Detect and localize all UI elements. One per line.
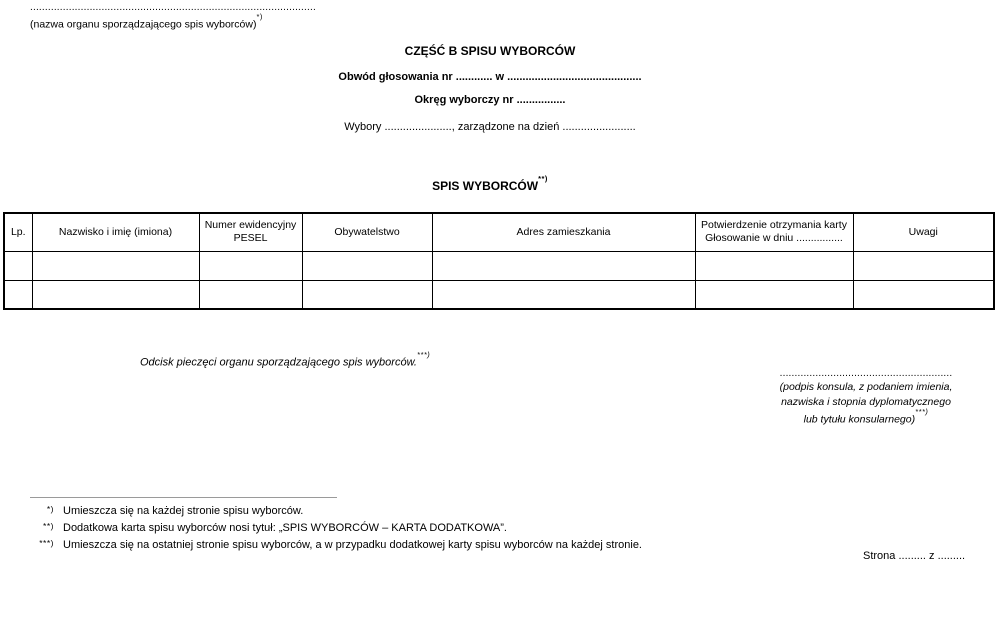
col-header-pesel [199,213,302,251]
footnote-marker: *) [46,504,54,514]
col-header-name: Nazwisko i imię (imiona) [32,213,199,251]
org-name-caption [30,12,263,31]
footnote-ref-1: *) [256,12,263,21]
signature-caption-line1: (podpis konsula, z podaniem imienia, [779,381,953,393]
page-counter: Strona ......... z ......... [863,550,966,562]
footnote-item [28,503,642,520]
col-header-pesel-line2: PESEL [233,232,268,245]
cell-name [32,280,199,309]
stamp-note-text: Odcisk pieczęci organu sporządzającego spis wyborców. [140,356,417,369]
cell-address [432,280,695,309]
cell-address [432,251,695,280]
cell-remarks [853,251,994,280]
cell-citizenship [302,251,432,280]
cell-name [32,251,199,280]
cell-pesel [199,251,302,280]
footnotes [28,503,642,554]
voter-register-title [0,174,980,193]
stamp-note [140,350,431,369]
signature-caption-line3 [768,409,964,427]
cell-pesel [199,280,302,309]
voter-register-table [3,212,995,310]
election-date-line: Wybory ......................, zarządzone na dzień ........................ [344,121,636,133]
org-name-dotted-line: ................................................................................................ [30,2,316,13]
footnote-ref-4: ***) [915,407,929,416]
col-header-remarks: Uwagi [853,213,994,251]
cell-lp [4,280,32,309]
cell-remarks [853,280,994,309]
footnote-marker: ***) [39,538,54,548]
table-row [4,251,994,280]
cell-citizenship [302,280,432,309]
electoral-district-line: Okręg wyborczy nr ................ [414,94,566,106]
col-header-pesel-line1: Numer ewidencyjny [204,219,297,232]
footnote-item [28,537,642,554]
footnote-separator [30,497,337,498]
signature-caption-line3-text: lub tytułu konsularnego) [803,413,916,426]
col-header-confirmation-line2: Głosowanie w dniu ................ [705,232,843,245]
voter-register-title-text: SPIS WYBORCÓW [432,179,539,193]
footnote-item [28,520,642,537]
footnote-text: Umieszcza się na każdej stronie spisu wyborców. [63,505,304,517]
consul-signature-block [768,368,964,427]
footnote-ref-2: **) [538,174,548,183]
org-name-caption-text: (nazwa organu sporządzającego spis wyborców) [30,18,257,31]
footnote-marker: **) [43,521,54,531]
cell-lp [4,251,32,280]
col-header-address: Adres zamieszkania [432,213,695,251]
cell-confirmation [695,280,853,309]
col-header-confirmation-line1: Potwierdzenie otrzymania karty [701,219,847,232]
table-header-row [4,213,994,251]
col-header-confirmation [695,213,853,251]
col-header-citizenship: Obywatelstwo [302,213,432,251]
footnote-ref-3: ***) [416,350,431,359]
footnote-text: Umieszcza się na ostatniej stronie spisu wyborców, a w przypadku dodatkowej karty spisu wyborców na każdej stronie. [63,539,642,551]
cell-confirmation [695,251,853,280]
footnote-text: Dodatkowa karta spisu wyborców nosi tytuł: „SPIS WYBORCÓW – KARTA DODATKOWA”. [63,522,507,534]
part-b-title: CZĘŚĆ B SPISU WYBORCÓW [404,44,576,58]
table-row [4,280,994,309]
signature-dotted-line: .......................................................... [779,368,953,379]
signature-caption-line2: nazwiska i stopnia dyplomatycznego [781,395,951,408]
col-header-lp: Lp. [4,213,32,251]
voting-circuit-line: Obwód głosowania nr ............ w ............................................ [338,71,642,83]
